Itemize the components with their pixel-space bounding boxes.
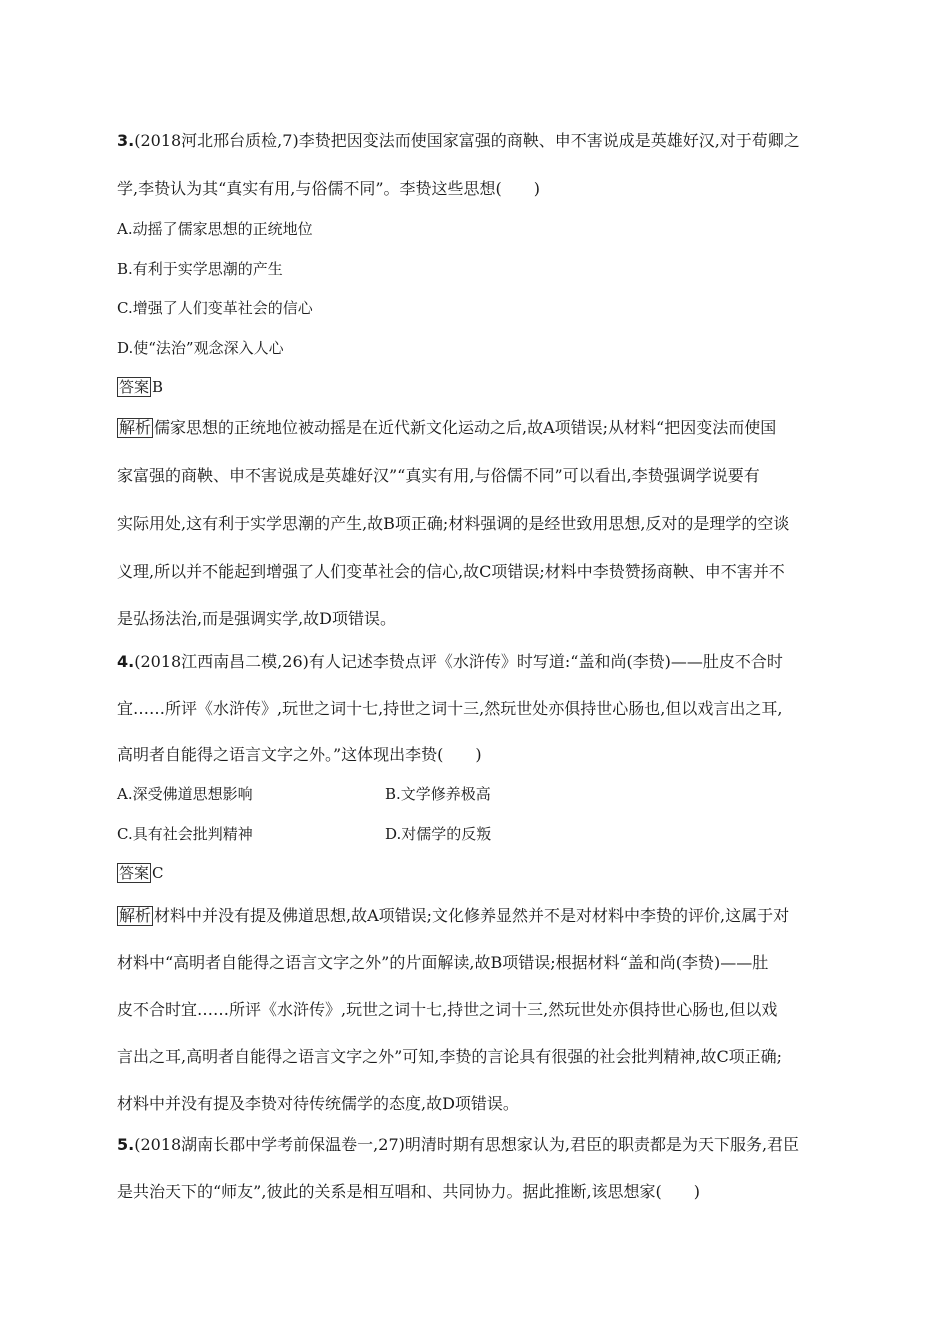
- answer-label: 答案: [119, 378, 150, 396]
- q4-option-d: D.对儒学的反叛: [385, 825, 492, 843]
- q4-analysis-line-3: 皮不合时宜……所评《水浒传》,玩世之词十七,持世之词十三,然玩世处亦俱持世心肠也,但以戏: [117, 1000, 778, 1019]
- analysis-label: 解析: [119, 418, 152, 437]
- q4-analysis-line-4: 言出之耳,高明者自能得之语言文字之外”可知,李贽的言论具有很强的社会批判精神,故C项正确;: [117, 1047, 783, 1066]
- q4-number: 4.: [117, 652, 135, 671]
- answer-label: 答案: [119, 864, 150, 882]
- q4-analysis-line-1: 解析 材料中并没有提及佛道思想,故A项错误;文化修养显然并不是对材料中李贽的评价,这属于对: [119, 906, 790, 925]
- q3-option-a: A.动摇了儒家思想的正统地位: [117, 220, 313, 238]
- q5-stem-line-2: 是共治天下的“师友”,彼此的关系是相互唱和、共同协力。据此推断,该思想家( ): [117, 1182, 701, 1201]
- q4-stem-line-2: 宜……所评《水浒传》,玩世之词十七,持世之词十三,然玩世处亦俱持世心肠也,但以戏言出之耳,: [117, 699, 783, 718]
- q4-stem-line-3: 高明者自能得之语言文字之外。”这体现出李贽( ): [117, 745, 482, 764]
- q3-analysis-line-1: 解析 儒家思想的正统地位被动摇是在近代新文化运动之后,故A项错误;从材料“把因变法而使国: [119, 418, 777, 437]
- q3-analysis-line-4: 义理,所以并不能起到增强了人们变革社会的信心,故C项错误;材料中李贽赞扬商鞅、申不害并不: [117, 562, 785, 581]
- q4-option-c: C.具有社会批判精神: [117, 825, 253, 843]
- q4-option-b: B.文学修养极高: [385, 785, 491, 803]
- q3-option-c: C.增强了人们变革社会的信心: [117, 299, 313, 317]
- q3-answer: [117, 376, 163, 398]
- q5-number: 5.: [117, 1135, 135, 1154]
- q3-stem-line-1: 3.(2018河北邢台质检,7)李贽把因变法而使国家富强的商鞅、申不害说成是英雄好汉,对于荀卿之: [117, 131, 800, 150]
- q3-analysis-line-3: 实际用处,这有利于实学思潮的产生,故B项正确;材料强调的是经世致用思想,反对的是理学的空谈: [117, 514, 790, 533]
- q3-number: 3.: [117, 131, 135, 150]
- q4-answer: [117, 862, 164, 884]
- q4-option-a: A.深受佛道思想影响: [117, 785, 253, 803]
- q4-stem-line-1: 4.(2018江西南昌二模,26)有人记述李贽点评《水浒传》时写道:“盖和尚(李贽)——肚皮不合时: [117, 652, 783, 671]
- q3-stem-line-2: 学,李贽认为其“真实有用,与俗儒不同”。李贽这些思想( ): [117, 179, 541, 198]
- q3-option-b: B.有利于实学思潮的产生: [117, 260, 283, 278]
- analysis-label: 解析: [119, 906, 152, 925]
- q3-analysis-line-2: 家富强的商鞅、申不害说成是英雄好汉”“真实有用,与俗儒不同”可以看出,李贽强调学说要有: [117, 466, 760, 485]
- q5-stem-line-1: 5.(2018湖南长郡中学考前保温卷一,27)明清时期有思想家认为,君臣的职责都是为天下服务,君臣: [117, 1135, 800, 1154]
- q4-analysis-line-5: 材料中并没有提及李贽对待传统儒学的态度,故D项错误。: [117, 1094, 519, 1113]
- q3-option-d: D.使“法治”观念深入人心: [117, 339, 284, 357]
- answer-value: C: [152, 864, 164, 882]
- answer-value: B: [152, 378, 164, 396]
- q4-analysis-line-2: 材料中“高明者自能得之语言文字之外”的片面解读,故B项错误;根据材料“盖和尚(李贽)——肚: [117, 953, 769, 972]
- q3-analysis-line-5: 是弘扬法治,而是强调实学,故D项错误。: [117, 609, 397, 628]
